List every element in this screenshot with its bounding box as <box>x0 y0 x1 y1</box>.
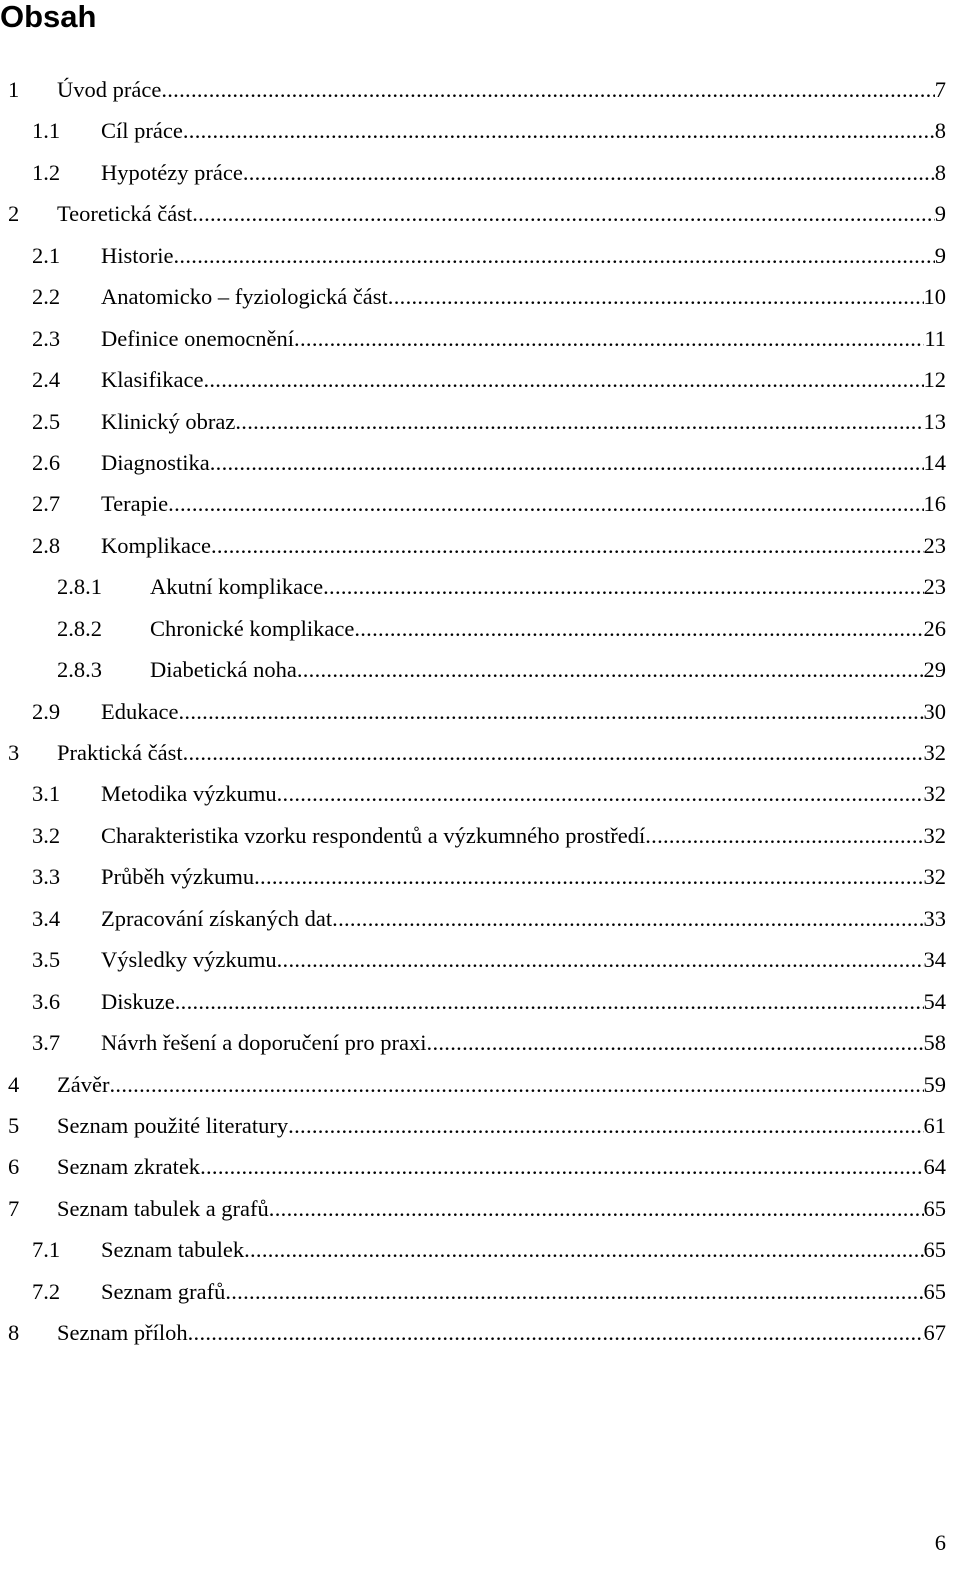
toc-entry-page: 9 <box>934 242 946 268</box>
toc-entry <box>0 773 960 814</box>
toc-entry-number: 2.2 <box>32 284 61 310</box>
toc-entry-title: Chronické komplikace <box>150 615 355 641</box>
dot-leader <box>200 1146 923 1187</box>
toc-entry-number: 1 <box>8 77 20 102</box>
toc-entry <box>0 691 960 732</box>
dot-leader <box>269 1188 924 1229</box>
toc-entry-page: 65 <box>923 1278 946 1304</box>
toc-entry-link[interactable] <box>150 649 946 690</box>
dot-leader <box>294 318 924 359</box>
toc-entry-link[interactable] <box>101 773 946 814</box>
toc-entry-title: Charakteristika vzorku respondentů a výzkumného prostředí <box>101 822 646 848</box>
toc-entry-title: Praktická část <box>57 740 183 765</box>
toc-entry-title: Úvod práce <box>57 77 162 102</box>
toc-entry-number: 2.4 <box>32 367 61 393</box>
toc-entry-page: 7 <box>934 77 946 102</box>
dot-leader <box>243 152 935 193</box>
dot-leader <box>354 608 923 649</box>
toc-entry-link[interactable] <box>101 815 946 856</box>
toc-entry <box>0 359 960 400</box>
toc-entry <box>0 1064 960 1105</box>
toc-entry-number: 2.6 <box>32 449 61 475</box>
toc-entry-title: Hypotézy práce <box>101 159 243 185</box>
toc-entry-link[interactable] <box>101 152 946 193</box>
toc-entry-link[interactable] <box>101 691 946 732</box>
toc-entry <box>0 235 960 276</box>
toc-entry-title: Seznam příloh <box>57 1320 188 1346</box>
toc-entry-page: 10 <box>923 284 946 310</box>
toc-entry <box>0 483 960 524</box>
toc-entry-number: 7 <box>8 1195 20 1221</box>
toc-entry-number: 3.7 <box>32 1030 61 1056</box>
toc-entry-title: Seznam tabulek <box>101 1237 245 1263</box>
toc-entry-number: 2.3 <box>32 325 61 351</box>
dot-leader <box>244 1229 923 1270</box>
toc-entry-link[interactable] <box>57 193 946 234</box>
dot-leader <box>174 235 935 276</box>
dot-leader <box>210 442 924 483</box>
toc-entry-link[interactable] <box>57 1312 946 1353</box>
toc-entry-link[interactable] <box>101 1229 946 1270</box>
toc-entry-page: 65 <box>923 1237 946 1263</box>
toc-entry-page: 8 <box>934 118 946 144</box>
toc-entry-page: 33 <box>923 905 946 931</box>
toc-entry <box>0 981 960 1022</box>
toc-entry-link[interactable] <box>101 1271 946 1312</box>
toc-entry-link[interactable] <box>101 110 946 151</box>
toc-entry <box>0 1188 960 1229</box>
toc-entry-link[interactable] <box>57 1188 946 1229</box>
dot-leader <box>235 401 923 442</box>
dot-leader <box>427 1022 924 1063</box>
toc-entry <box>0 649 960 690</box>
toc-entry-number: 3.6 <box>32 988 61 1014</box>
toc-entry-number: 3.5 <box>32 947 61 973</box>
toc-entry-number: 7.2 <box>32 1278 61 1304</box>
toc-entry-title: Teoretická část <box>57 201 193 227</box>
dot-leader <box>277 939 924 980</box>
toc-entry-title: Seznam tabulek a grafů <box>57 1195 269 1221</box>
page-number: 6 <box>934 1530 946 1555</box>
toc-entry-link[interactable] <box>101 856 946 897</box>
toc-entry-page: 12 <box>923 367 946 393</box>
toc-entry <box>0 525 960 566</box>
toc-entry <box>0 401 960 442</box>
toc-entry-number: 8 <box>8 1320 20 1346</box>
page-title: Obsah <box>0 0 97 34</box>
toc-entry-title: Výsledky výzkumu <box>101 947 277 973</box>
dot-leader <box>388 276 924 317</box>
dot-leader <box>203 359 923 400</box>
dot-leader <box>297 649 924 690</box>
toc-entry-page: 30 <box>923 698 946 724</box>
toc-entry-link[interactable] <box>57 1146 946 1187</box>
toc-entry <box>0 898 960 939</box>
toc-entry <box>0 815 960 856</box>
dot-leader <box>192 193 935 234</box>
dot-leader <box>277 773 924 814</box>
toc-entry-page: 67 <box>923 1320 946 1346</box>
toc-entry-number: 2.5 <box>32 408 61 434</box>
toc-entry-number: 2.8.1 <box>57 574 102 600</box>
toc-entry-link[interactable] <box>101 235 946 276</box>
toc-entry-link[interactable] <box>101 1022 946 1063</box>
toc-entry-link[interactable] <box>57 1064 946 1105</box>
toc-entry-title: Závěr <box>57 1071 110 1097</box>
toc-entry <box>0 69 960 110</box>
toc-entry-number: 2.1 <box>32 242 61 268</box>
toc-entry-link[interactable] <box>101 898 946 939</box>
dot-leader <box>188 1312 924 1353</box>
toc-entry-page: 32 <box>923 864 946 890</box>
dot-leader <box>178 691 923 732</box>
toc-entry-page: 23 <box>923 532 946 558</box>
toc-entry-title: Akutní komplikace <box>150 574 324 600</box>
toc-entry-page: 58 <box>923 1030 946 1056</box>
toc-entry-page: 29 <box>923 657 946 683</box>
toc-entry-page: 26 <box>923 615 946 641</box>
toc-entry-link[interactable] <box>101 318 946 359</box>
dot-leader <box>254 856 923 897</box>
table-of-contents <box>0 69 960 1354</box>
toc-entry-link[interactable] <box>101 359 946 400</box>
toc-entry-link[interactable] <box>57 1105 946 1146</box>
toc-entry-title: Návrh řešení a doporučení pro praxi <box>101 1030 427 1056</box>
toc-entry <box>0 939 960 980</box>
toc-entry-title: Seznam zkratek <box>57 1154 201 1180</box>
toc-entry-number: 3.1 <box>32 781 61 807</box>
toc-entry-link[interactable] <box>101 483 946 524</box>
toc-entry-page: 54 <box>923 988 946 1014</box>
toc-entry-title: Zpracování získaných dat <box>101 905 333 931</box>
toc-entry <box>0 442 960 483</box>
toc-entry-number: 2.7 <box>32 491 61 517</box>
toc-entry-number: 4 <box>8 1071 20 1097</box>
toc-entry <box>0 1105 960 1146</box>
toc-entry-link[interactable] <box>101 401 946 442</box>
toc-entry-title: Metodika výzkumu <box>101 781 277 807</box>
toc-entry <box>0 193 960 234</box>
toc-entry-link[interactable] <box>101 939 946 980</box>
toc-entry-number: 1.2 <box>32 159 61 185</box>
dot-leader <box>161 69 934 110</box>
toc-entry-number: 2.8.3 <box>57 657 102 683</box>
toc-entry <box>0 1022 960 1063</box>
toc-entry-number: 3.4 <box>32 905 61 931</box>
toc-entry-title: Edukace <box>101 698 179 724</box>
toc-entry-link[interactable] <box>101 525 946 566</box>
toc-entry-title: Průběh výzkumu <box>101 864 255 890</box>
toc-entry-number: 6 <box>8 1154 20 1180</box>
toc-entry-page: 8 <box>934 159 946 185</box>
dot-leader <box>175 981 924 1022</box>
toc-entry-title: Seznam použité literatury <box>57 1112 289 1138</box>
toc-entry-title: Diskuze <box>101 988 175 1014</box>
toc-entry-title: Definice onemocnění <box>101 325 295 351</box>
toc-entry-link[interactable] <box>57 69 946 110</box>
toc-entry-page: 64 <box>923 1154 946 1180</box>
toc-entry <box>0 856 960 897</box>
toc-entry-link[interactable] <box>101 981 946 1022</box>
dot-leader <box>168 483 923 524</box>
dot-leader <box>109 1064 923 1105</box>
toc-entry-title: Komplikace <box>101 532 211 558</box>
toc-entry-title: Klasifikace <box>101 367 204 393</box>
toc-entry-title: Klinický obraz <box>101 408 236 434</box>
toc-entry-page: 59 <box>923 1071 946 1097</box>
dot-leader <box>323 566 923 607</box>
toc-entry-number: 7.1 <box>32 1237 61 1263</box>
toc-entry-link[interactable] <box>150 566 946 607</box>
toc-entry-number: 2.8.2 <box>57 615 102 641</box>
toc-entry-page: 16 <box>923 491 946 517</box>
toc-entry <box>0 1146 960 1187</box>
toc-entry-title: Cíl práce <box>101 118 183 144</box>
toc-entry-link[interactable] <box>57 732 946 773</box>
toc-entry-number: 2 <box>8 201 20 227</box>
toc-entry-page: 23 <box>923 574 946 600</box>
toc-entry <box>0 318 960 359</box>
toc-entry <box>0 1312 960 1353</box>
toc-entry-link[interactable] <box>150 608 946 649</box>
toc-entry <box>0 1271 960 1312</box>
toc-entry-title: Diagnostika <box>101 449 210 475</box>
toc-entry-number: 3 <box>8 740 20 765</box>
toc-entry-link[interactable] <box>101 276 946 317</box>
toc-entry-page: 61 <box>923 1112 946 1138</box>
toc-entry-page: 32 <box>923 740 946 765</box>
toc-entry-title: Diabetická noha <box>150 657 297 683</box>
toc-entry <box>0 276 960 317</box>
dot-leader <box>225 1271 923 1312</box>
toc-entry-page: 9 <box>934 201 946 227</box>
toc-entry-number: 2.8 <box>32 532 61 558</box>
toc-entry-number: 1.1 <box>32 118 61 144</box>
toc-entry-number: 3.3 <box>32 864 61 890</box>
toc-entry <box>0 1229 960 1270</box>
dot-leader <box>645 815 923 856</box>
toc-entry-page: 32 <box>923 822 946 848</box>
toc-entry-link[interactable] <box>101 442 946 483</box>
dot-leader <box>288 1105 923 1146</box>
toc-entry-title: Seznam grafů <box>101 1278 226 1304</box>
toc-entry <box>0 608 960 649</box>
dot-leader <box>183 732 924 773</box>
toc-entry-page: 65 <box>923 1195 946 1221</box>
toc-entry <box>0 110 960 151</box>
toc-entry-number: 5 <box>8 1112 20 1138</box>
toc-entry-page: 11 <box>924 325 946 351</box>
dot-leader <box>211 525 924 566</box>
toc-entry-title: Anatomicko – fyziologická část <box>101 284 388 310</box>
toc-entry-page: 14 <box>923 449 946 475</box>
toc-entry-page: 34 <box>923 947 946 973</box>
toc-entry-title: Terapie <box>101 491 169 517</box>
toc-entry-page: 32 <box>923 781 946 807</box>
dot-leader <box>332 898 923 939</box>
toc-entry <box>0 152 960 193</box>
toc-entry <box>0 732 960 773</box>
toc-entry <box>0 566 960 607</box>
toc-entry-title: Historie <box>101 242 174 268</box>
dot-leader <box>183 110 935 151</box>
toc-entry-number: 2.9 <box>32 698 61 724</box>
toc-entry-page: 13 <box>923 408 946 434</box>
toc-entry-number: 3.2 <box>32 822 61 848</box>
